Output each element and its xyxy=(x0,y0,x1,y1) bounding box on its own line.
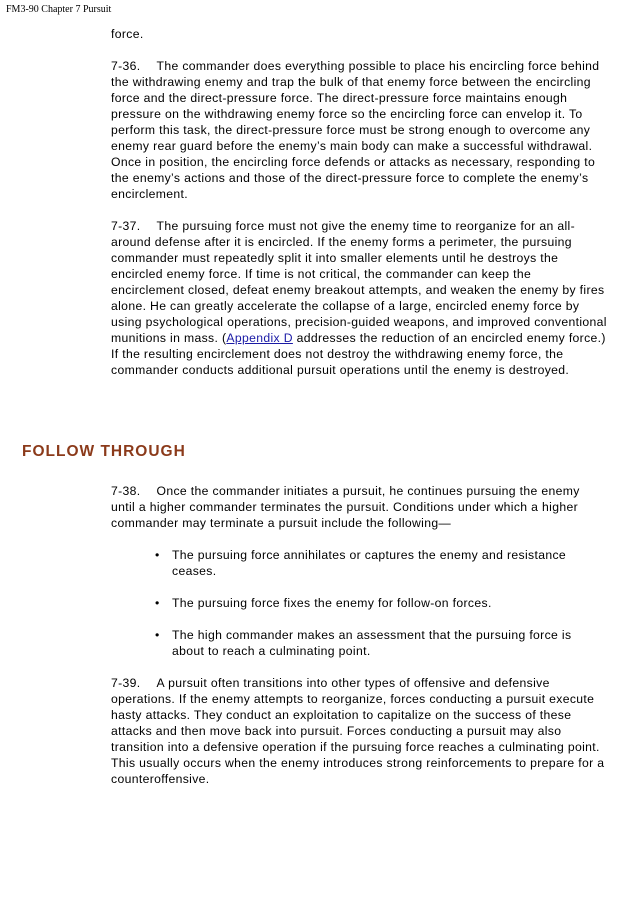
list-item xyxy=(111,627,607,659)
running-header: FM3-90 Chapter 7 Pursuit xyxy=(6,4,112,15)
document-body-top xyxy=(111,26,607,378)
paragraph-number: 7-37. xyxy=(111,219,141,233)
bullet-icon: • xyxy=(155,628,160,642)
document-body-bottom xyxy=(111,483,607,787)
bullet-icon: • xyxy=(155,548,160,562)
bullet-icon: • xyxy=(155,596,160,610)
section-heading: FOLLOW THROUGH xyxy=(22,443,186,460)
termination-conditions-list xyxy=(111,547,607,659)
continuation-text: force. xyxy=(111,27,144,41)
list-item-text: The pursuing force fixes the enemy for follow-on forces. xyxy=(172,596,492,610)
paragraph-7-38 xyxy=(111,483,607,531)
paragraph-7-37 xyxy=(111,218,607,378)
list-item-text: The high commander makes an assessment that the pursuing force is about to reach a culminating point. xyxy=(172,628,572,658)
paragraph-text-continued: addresses the reduction of an encircled enemy force.) If the resulting encirclement does not destroy the withdrawing enemy force, the commander conducts additional pursuit operations until the enemy is destroyed. xyxy=(111,331,606,377)
paragraph-number: 7-38. xyxy=(111,484,141,498)
paragraph-7-39 xyxy=(111,675,607,787)
paragraph-text: The pursuing force must not give the enemy time to reorganize for an all-around defense after it is encircled. If the enemy forms a perimeter, the pursuing commander must repeatedly split it into smaller elements until he destroys the encircled enemy force. If time is not critical, the commander can keep the encirclement closed, defeat enemy breakout attempts, and weaken the enemy by fires alone. He can greatly accelerate the collapse of a large, encircled enemy force by using psychological operations, precision-guided weapons, and improved conventional munitions in mass. ( xyxy=(111,219,607,345)
paragraph-number: 7-39. xyxy=(111,676,141,690)
list-item-text: The pursuing force annihilates or captures the enemy and resistance ceases. xyxy=(172,548,567,578)
list-item xyxy=(111,547,607,579)
appendix-d-link[interactable]: Appendix D xyxy=(226,331,293,345)
paragraph-7-36 xyxy=(111,58,607,202)
paragraph-text: A pursuit often transitions into other types of offensive and defensive operations. If the enemy attempts to reorganize, forces conducting a pursuit execute hasty attacks. They conduct an exploitation to capitalize on the success of these attacks and then move back into pursuit. Forces conducting a pursuit may also transition into a defensive operation if the pursuing force reaches a culminating point. This usually occurs when the enemy introduces strong reinforcements to prepare for a counteroffensive. xyxy=(111,676,605,786)
paragraph-text: The commander does everything possible to place his encircling force behind the withdrawing enemy and trap the bulk of that enemy force between the encircling force and the direct-pressure force. The direct-pressure force maintains enough pressure on the withdrawing enemy force so the encircling force can envelop it. To perform this task, the direct-pressure force must be strong enough to overcome any enemy rear guard before the enemy’s main body can make a successful withdrawal. Once in position, the encircling force defends or attacks as necessary, responding to the enemy’s actions and those of the direct-pressure force to complete the enemy’s encirclement. xyxy=(111,59,600,201)
paragraph-number: 7-36. xyxy=(111,59,141,73)
list-item xyxy=(111,595,607,611)
paragraph-text: Once the commander initiates a pursuit, he continues pursuing the enemy until a higher commander terminates the pursuit. Conditions under which a higher commander may terminate a pursuit include the following— xyxy=(111,484,580,530)
